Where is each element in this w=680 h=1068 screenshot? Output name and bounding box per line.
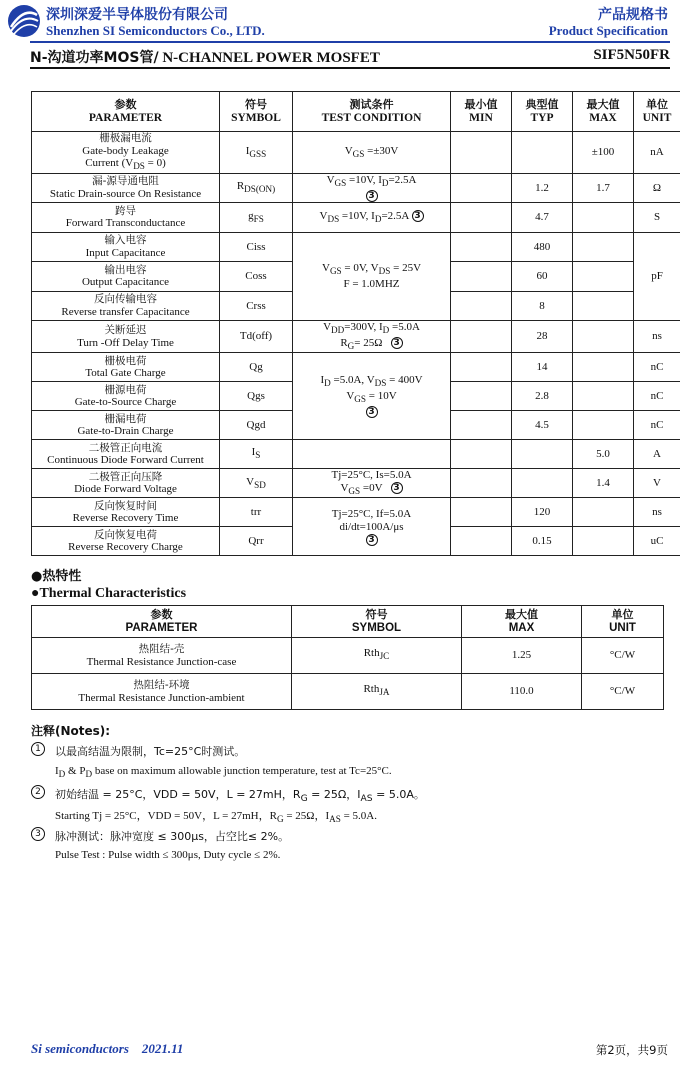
table-row: 漏-源导通电阻 Static Drain-source On Resistance $R_{DS(ON)}$ $V_{GS} =10V$, $I_D=2.5A$ 3 1.2 1.7 Ω xyxy=(32,173,680,202)
table-row: 关断延迟 Turn -Off Delay Time Td(off) $V_{DD}=300V$, $I_D =5.0A$ $R_G= 25\Omega$ 3 28 ns xyxy=(32,320,680,352)
company-name-en: Shenzhen SI Semiconductors Co., LTD. xyxy=(46,23,265,38)
table-row: 输出电容 Output Capacitance Coss 60 xyxy=(32,261,680,291)
note-ref-3: 3 xyxy=(391,337,403,349)
table-row: 反向恢复电荷 Reverse Recovery Charge Qrr 0.15 uC xyxy=(32,527,680,556)
thermal-title-cn: ●热特性 xyxy=(31,569,82,584)
col-typ: 典型值 TYP xyxy=(512,92,573,132)
table-header-row xyxy=(32,92,680,132)
table-row: 输入电容 Input Capacitance Ciss $V_{GS} = 0V$, $V_{DS} = 25V$ F = 1.0MHZ 480 pF xyxy=(32,232,680,261)
note-2-en: Starting Tj = 25°C，VDD = 50V，L = 27mH，$R_G = 25\Omega$，$I_{AS} = 5.0A$. xyxy=(55,810,377,825)
header-divider xyxy=(30,41,670,43)
table-row: 栅极电荷 Total Gate Charge Qg $I_D =5.0A$, $V_{DS} = 400V$ $V_{GS} = 10V$ 3 14 nC xyxy=(32,353,680,382)
note-number-2: 2 xyxy=(31,785,45,799)
document-title: N-沟道功率MOS管/ N-CHANNEL POWER MOSFET xyxy=(30,50,380,66)
note-ref-3: 3 xyxy=(391,482,403,494)
table-row: 反向传输电容 Reverse transfer Capacitance Crss 8 xyxy=(32,291,680,320)
electrical-characteristics-table xyxy=(31,91,680,556)
col-unit: 单位 UNIT xyxy=(634,92,680,132)
note-ref-3: 3 xyxy=(366,534,378,546)
note-ref-3: 3 xyxy=(366,406,378,418)
company-logo-icon xyxy=(6,3,42,39)
col-symbol: 符号 SYMBOL xyxy=(220,92,293,132)
thermal-characteristics-table xyxy=(31,605,664,710)
table-row: 二极管正向电流 Continuous Diode Forward Current $I_S$ 5.0 A xyxy=(32,440,680,469)
table-row: 栅漏电荷 Gate-to-Drain Charge Qgd 4.5 nC xyxy=(32,411,680,440)
title-divider xyxy=(30,67,670,69)
note-1-cn: 以最高结温为限制，Tc=25°C时测试。 xyxy=(55,745,246,758)
note-2-cn: 初始结温 = 25°C，VDD = 50V，L = 27mH，$R_G = 25\Omega$，$I_{AS} = 5.0A$。 xyxy=(55,788,425,805)
table-row: 栅源电荷 Gate-to-Source Charge Qgs 2.8 nC xyxy=(32,382,680,411)
table-row: 跨导 Forward Transconductance $g_{FS}$ $V_{DS} =10V$, $I_D=2.5A$ 3 4.7 S xyxy=(32,202,680,232)
note-number-3: 3 xyxy=(31,827,45,841)
col-max: 最大值 MAX xyxy=(573,92,634,132)
note-3-cn: 脉冲测试：脉冲宽度 ≤ 300μs，占空比≤ 2%。 xyxy=(55,830,290,843)
footer-brand-date: Si semiconductors 2021.11 xyxy=(31,1041,184,1056)
thermal-title-en: ●Thermal Characteristics xyxy=(31,586,187,601)
table-row: 热阻结-壳 Thermal Resistance Junction-case Rth$_{JC}$ 1.25 °C/W xyxy=(32,638,664,674)
spec-title-cn: 产品规格书 xyxy=(598,7,668,23)
table-row: 热阻结-环境 Thermal Resistance Junction-ambient Rth$_{JA}$ 110.0 °C/W xyxy=(32,674,664,710)
col-min: 最小值 MIN xyxy=(451,92,512,132)
note-3-en: Pulse Test : Pulse width ≤ 300μs, Duty cycle ≤ 2%. xyxy=(55,849,281,861)
spec-title-en: Product Specification xyxy=(548,23,668,38)
note-ref-3: 3 xyxy=(366,190,378,202)
col-test-condition: 测试条件 TEST CONDITION xyxy=(293,92,451,132)
note-ref-3: 3 xyxy=(412,210,424,222)
table-row: 反向恢复时间 Reverse Recovery Time trr Tj=25°C, If=5.0A di/dt=100A/μs 3 120 ns xyxy=(32,498,680,527)
footer-page-number: 第2页，共9页 xyxy=(595,1043,668,1057)
table-row: 二极管正向压降 Diode Forward Voltage $V_{SD}$ Tj=25°C, Is=5.0A $V_{GS} =0V$ 3 1.4 V xyxy=(32,469,680,498)
part-number: SIF5N50FR xyxy=(593,47,670,63)
company-name-cn: 深圳深爱半导体股份有限公司 xyxy=(46,7,228,23)
table-row: 栅极漏电流 Gate-body Leakage Current $(V_{DS} = 0)$ $I_{GSS}$ $V_{GS} =\pm 30V$ ±100 nA xyxy=(32,132,680,174)
table-header-row: 参数 PARAMETER 符号 SYMBOL 最大值 MAX 单位 UNIT xyxy=(32,606,664,638)
note-number-1: 1 xyxy=(31,742,45,756)
note-1-en: $I_D$ & $P_D$ base on maximum allowable junction temperature, test at Tc=25°C. xyxy=(55,765,392,780)
notes-title: 注释(Notes): xyxy=(31,724,111,738)
col-parameter: 参数 PARAMETER xyxy=(32,92,220,132)
page-header xyxy=(0,0,680,44)
